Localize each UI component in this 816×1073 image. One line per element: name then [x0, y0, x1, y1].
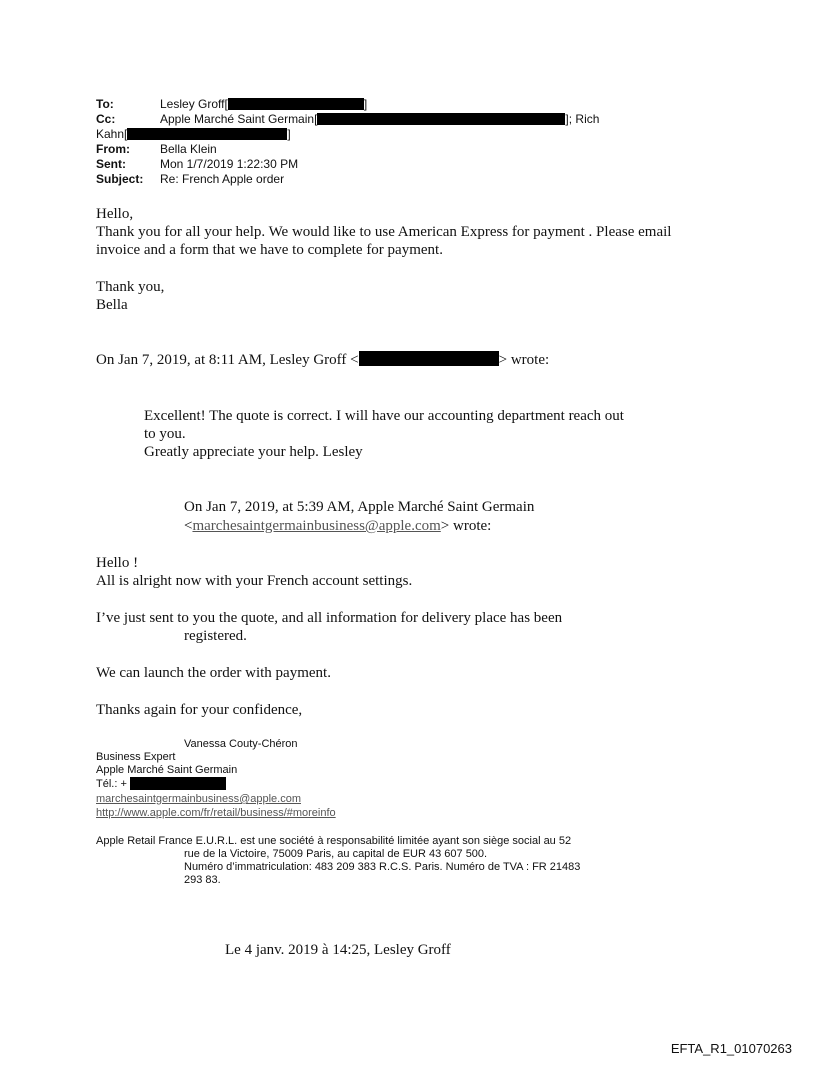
redaction-box — [359, 351, 499, 366]
body-line: invoice and a form that we have to complete for payment. — [96, 242, 443, 258]
from-value: Bella Klein — [160, 142, 217, 156]
sent-value: Mon 1/7/2019 1:22:30 PM — [160, 157, 299, 171]
redaction-box — [130, 777, 226, 790]
body-line: All is alright now with your French account settings. — [96, 573, 413, 589]
quote-intro-suffix: > wrote: — [498, 352, 550, 368]
quote-lt: < — [184, 518, 193, 534]
tel-label: Tél.: + — [96, 778, 127, 790]
legal-line: rue de la Victoire, 75009 Paris, au capital de EUR 43 607 500. — [184, 848, 488, 860]
quote-intro-address — [184, 517, 491, 535]
quote-intro-text: On Jan 7, 2019, at 8:11 AM, Lesley Groff < — [96, 352, 359, 368]
body-line: We can launch the order with payment. — [96, 665, 331, 681]
body-line: Thanks again for your confidence, — [96, 702, 303, 718]
subject-value: Re: French Apple order — [160, 172, 285, 186]
email-link[interactable]: marchesaintgermainbusiness@apple.com — [192, 518, 441, 534]
bates-number: EFTA_R1_01070263 — [670, 1041, 792, 1056]
quote-intro-suffix: > wrote: — [440, 518, 492, 534]
cc-cont-close: ] — [287, 127, 291, 141]
quote-line: Excellent! The quote is correct. I will have our accounting department reach out — [144, 408, 624, 424]
quote-intro: On Jan 7, 2019, at 5:39 AM, Apple Marché Saint Germain — [184, 499, 535, 515]
subject-row — [96, 172, 285, 186]
redaction-box — [228, 98, 364, 110]
closing: Thank you, — [96, 279, 165, 295]
signature-url-link[interactable]: http://www.apple.com/fr/retail/business/#moreinfo — [96, 807, 336, 819]
to-label: To: — [96, 97, 114, 111]
quote-line: Greatly appreciate your help. Lesley — [144, 444, 363, 460]
signature-tel — [96, 777, 226, 791]
subject-label: Subject: — [96, 172, 144, 186]
signature-title: Business Expert — [96, 751, 176, 763]
legal-line: Numéro d’immatriculation: 483 209 383 R.C.S. Paris. Numéro de TVA : FR 21483 — [184, 861, 581, 873]
cc-value: Apple Marché Saint Germain[ — [160, 112, 318, 126]
to-row — [96, 97, 368, 111]
signature-store: Apple Marché Saint Germain — [96, 764, 238, 776]
cc-row — [96, 112, 600, 126]
redaction-box — [317, 113, 565, 125]
cc-close: ]; Rich — [565, 112, 600, 126]
sender-name: Bella — [96, 297, 128, 313]
signature-email-link[interactable]: marchesaintgermainbusiness@apple.com — [96, 793, 301, 805]
quote-intro: Le 4 janv. 2019 à 14:25, Lesley Groff — [225, 942, 451, 958]
to-value: Lesley Groff[ — [160, 97, 228, 111]
body-line: Thank you for all your help. We would like to use American Express for payment . Please email — [96, 224, 672, 240]
sent-label: Sent: — [96, 157, 126, 171]
cc-cont-value: Kahn[ — [96, 127, 128, 141]
cc-continued — [96, 128, 291, 141]
legal-line: Apple Retail France E.U.R.L. est une société à responsabilité limitée ayant son siège social au 52 — [96, 835, 572, 847]
quote-intro — [96, 351, 549, 369]
signature-name: Vanessa Couty-Chéron — [184, 738, 298, 750]
greeting: Hello, — [96, 206, 134, 222]
quote-line: to you. — [144, 426, 186, 442]
cc-label: Cc: — [96, 112, 116, 126]
sent-row — [96, 157, 299, 171]
greeting: Hello ! — [96, 555, 139, 571]
from-row — [96, 142, 217, 156]
to-close: ] — [363, 97, 368, 111]
body-line: I’ve just sent to you the quote, and all information for delivery place has been — [96, 610, 563, 626]
body-line: registered. — [184, 628, 247, 644]
legal-line: 293 83. — [184, 874, 221, 886]
from-label: From: — [96, 142, 130, 156]
redaction-box — [127, 128, 287, 140]
